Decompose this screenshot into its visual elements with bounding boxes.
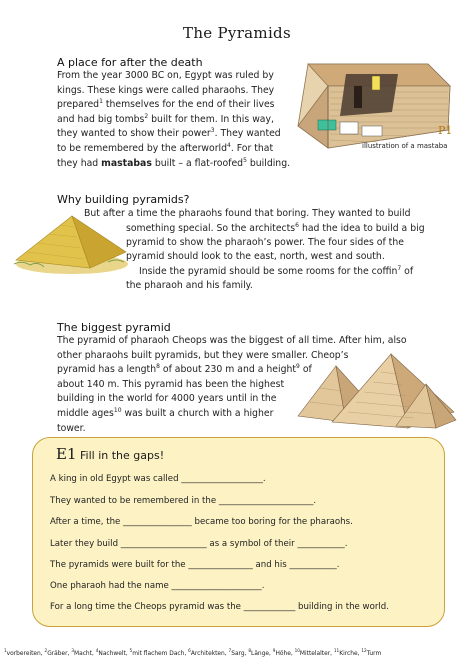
text-line: they had mastabas built – a flat-roofed$^5$ building.: [57, 156, 291, 169]
heading-biggest-pyramid: The biggest pyramid: [57, 321, 171, 334]
exercise-heading: Fill in the gaps!: [80, 449, 165, 462]
text-line: tower.: [57, 422, 86, 434]
text-line: about 140 m. This pyramid has been the highest: [57, 378, 285, 390]
three-pyramids-illustration: [296, 350, 458, 430]
why-line-2: something special. So the architects$^6$ had the idea to build a big: [126, 221, 425, 234]
exercise-number: E1: [56, 445, 77, 463]
why-line-5: Inside the pyramid should be some rooms for the coffin$^7$ of: [139, 264, 414, 277]
mastaba-paragraph: [57, 69, 290, 171]
gap-line-3: After a time, the ________________ became too boring for the pharaohs.: [50, 517, 353, 527]
text-line: and had big tombs$^2$ built for them. In this way,: [57, 112, 274, 125]
heading-afterlife: A place for after the death: [57, 56, 203, 69]
text-line: middle ages$^{10}$ was built a church with a higher: [57, 406, 274, 419]
exercise-box: [32, 437, 445, 627]
exercise-title: [56, 445, 164, 463]
why-line-1: But after a time the pharaohs found that boring. They wanted to build: [84, 208, 411, 219]
gold-pyramid-illustration: [12, 212, 130, 276]
text-line: prepared$^1$ themselves for the end of their lives: [57, 98, 275, 111]
text-line: kings. These kings were called pharaohs. They: [57, 84, 275, 96]
text-line: pyramid has a length$^8$ of about 230 m and a height$^9$ of: [57, 363, 312, 376]
gap-line-7: For a long time the Cheops pyramid was the ____________ building in the world.: [50, 602, 389, 612]
page-title: The Pyramids: [183, 24, 291, 42]
gap-line-5: The pyramids were built for the _______________ and his ___________.: [50, 560, 340, 570]
text-line: The pyramid of pharaoh Cheops was the biggest of all time. After him, also: [57, 335, 407, 346]
text-line: they wanted to show their power$^3$. They wanted: [57, 127, 281, 140]
gap-line-2: They wanted to be remembered in the ______________________.: [50, 496, 317, 506]
figure-label: P1: [438, 124, 453, 137]
heading-why-pyramids: Why building pyramids?: [57, 193, 190, 206]
footnotes: $^1$vorbereiten, $^2$Gräber, $^3$Macht, $^4$Nachwelt, $^5$mit flachem Dach, $^6$Architekten, $^7$Sarg, $^8$Länge, $^9$Höhe, $^{10}$Mittelalter, $^{11}$Kirche, $^{12}$Turm: [4, 648, 382, 657]
gap-line-6: One pharaoh had the name _____________________.: [50, 581, 265, 591]
gap-line-1: A king in old Egypt was called ___________________.: [50, 474, 266, 484]
figure-caption: illustration of a mastaba: [362, 142, 448, 150]
why-line-4: pyramid should look to the east, north, west and south.: [126, 251, 385, 262]
text-line: building in the world for 4000 years until in the: [57, 393, 277, 405]
gap-line-4: Later they build ____________________ as a symbol of their ___________.: [50, 539, 348, 549]
why-line-6: the pharaoh and his family.: [126, 280, 253, 291]
text-line: other pharaohs built pyramids, but they were smaller. Cheop’s: [57, 349, 349, 361]
why-line-3: pyramid to show the pharaoh’s power. The four sides of the: [126, 237, 404, 248]
text-line: From the year 3000 BC on, Egypt was ruled by: [57, 70, 274, 81]
text-line: to be remembered by the afterworld$^4$. For that: [57, 141, 274, 154]
mastaba-illustration: [288, 56, 458, 154]
